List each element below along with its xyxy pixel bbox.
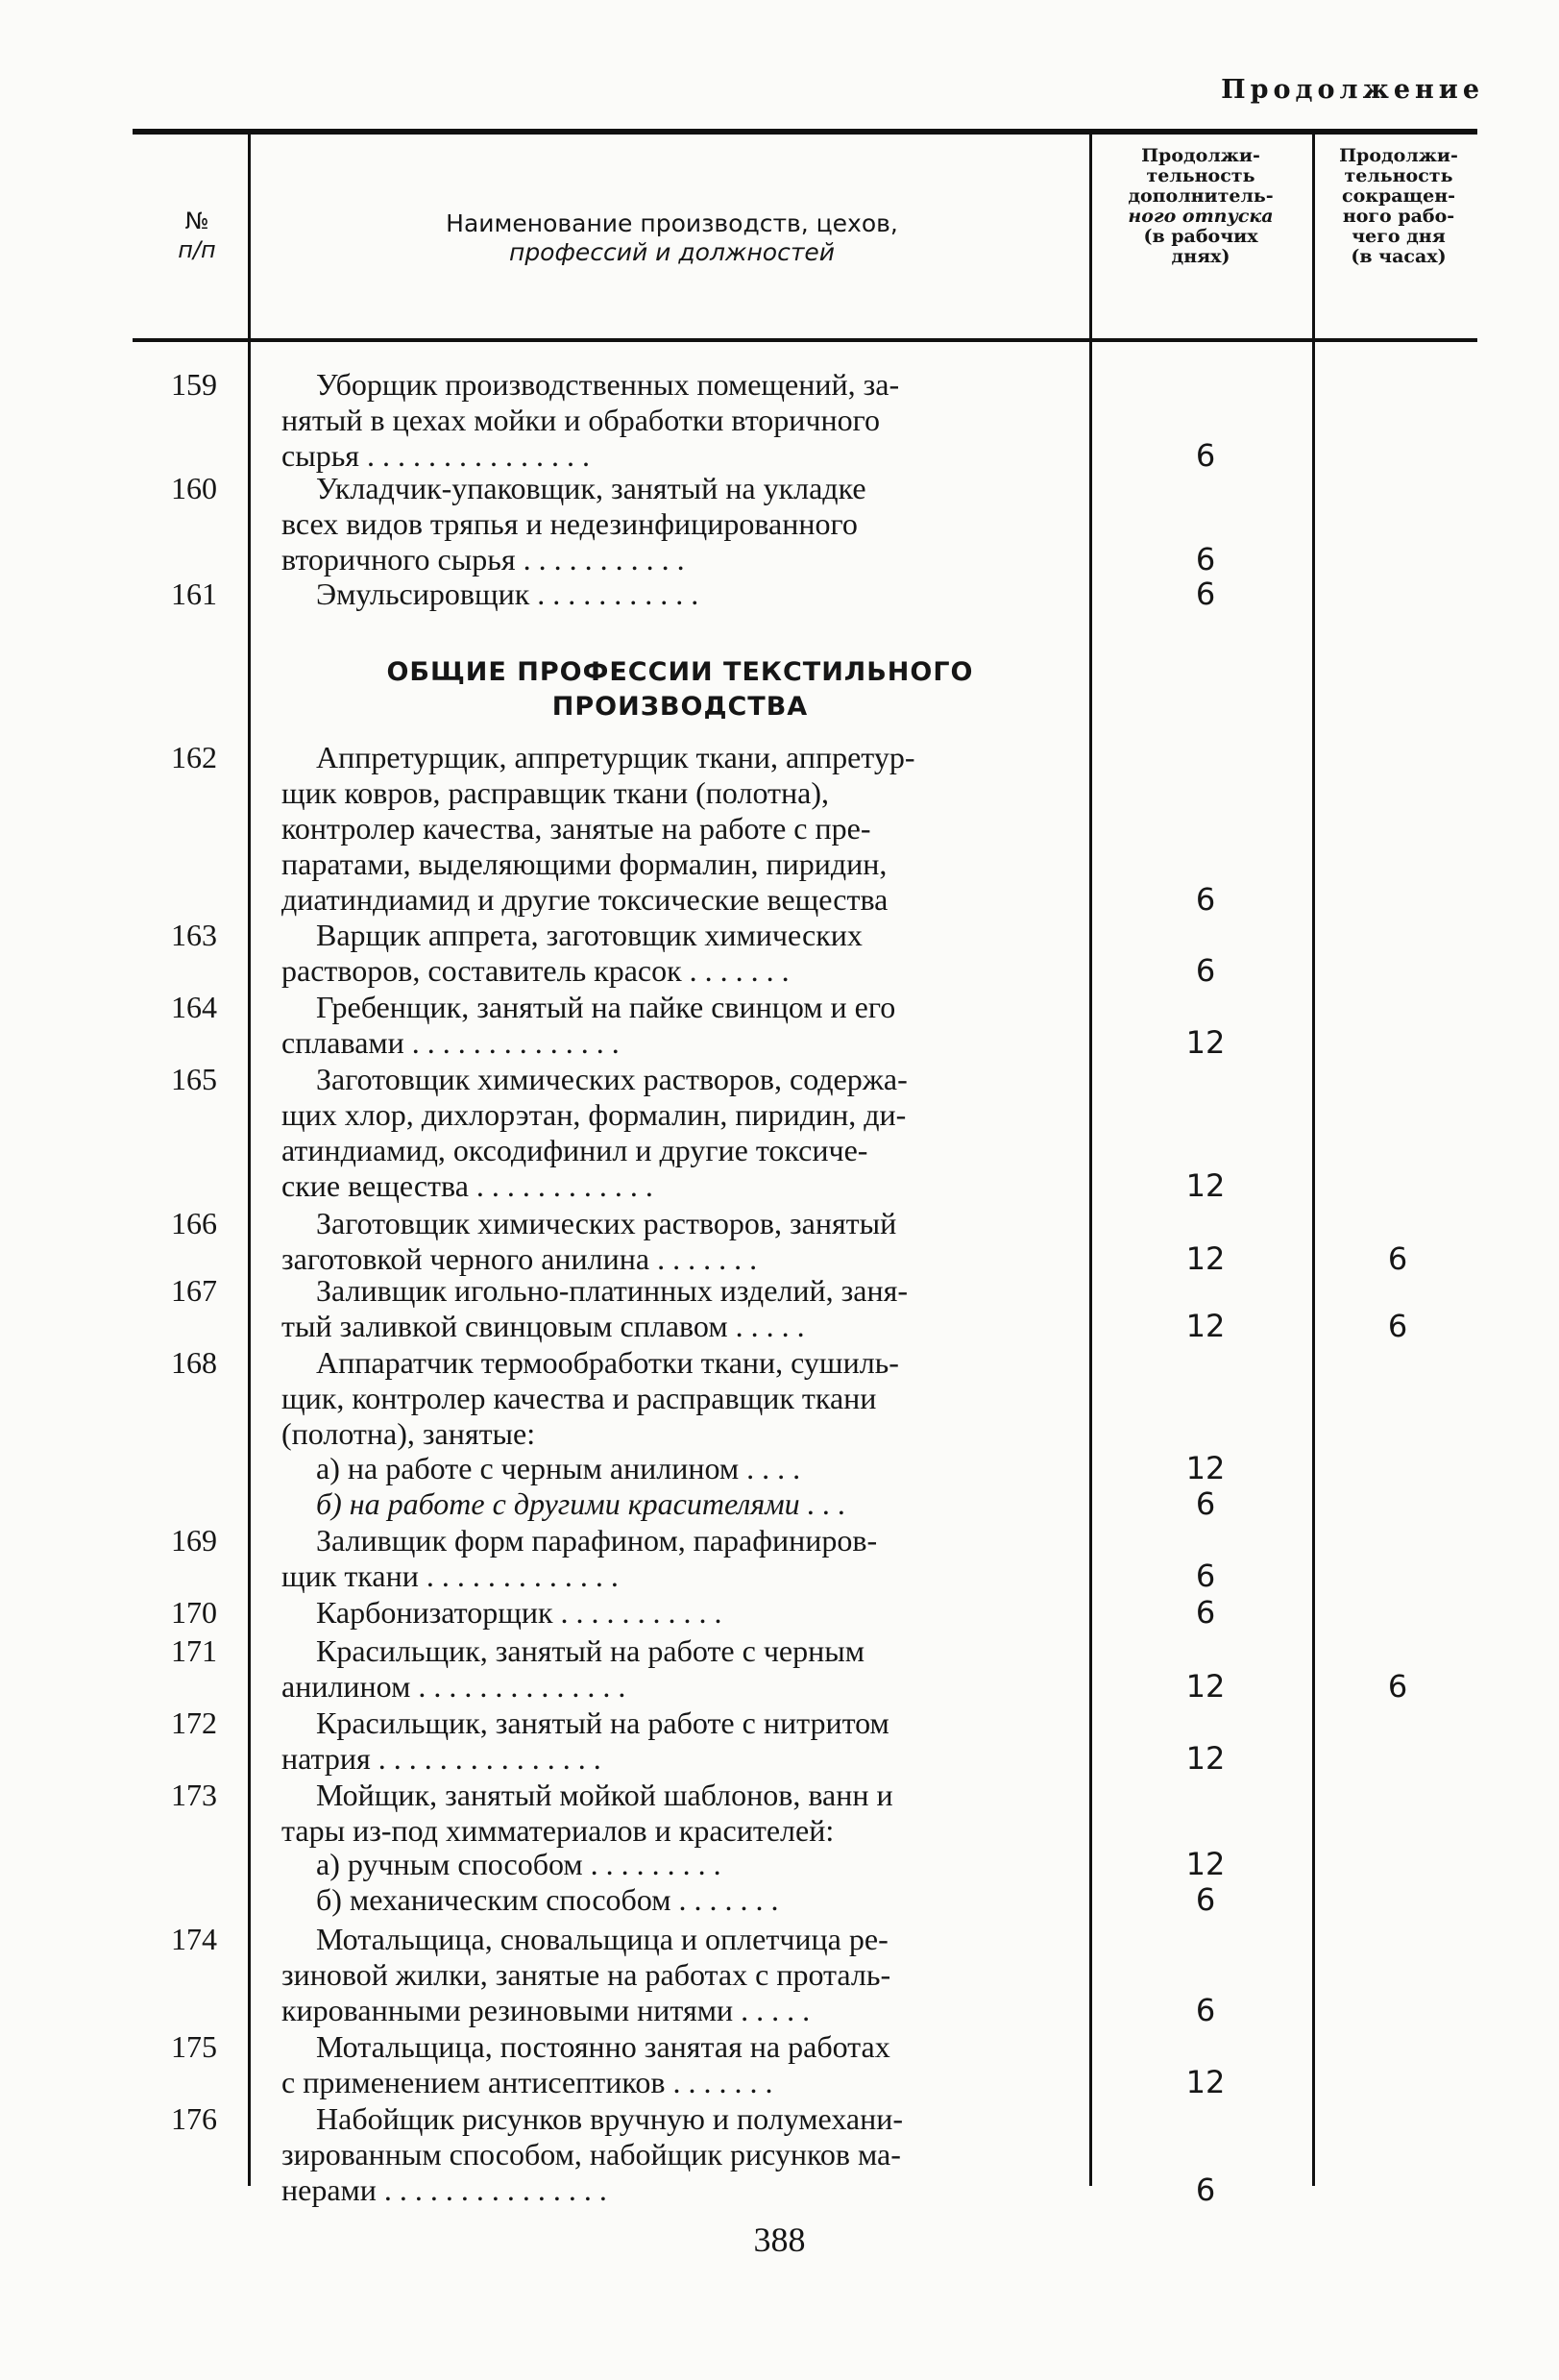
header-shortened-line: (в часах) bbox=[1351, 246, 1447, 267]
row-text-line: ские вещества . . . . . . . . . . . . bbox=[281, 1168, 653, 1203]
row-text-line: Варщик аппрета, заготовщик химических bbox=[316, 918, 863, 952]
row-profession bbox=[281, 1451, 1079, 1486]
row-text-line: а) ручным способом . . . . . . . . . bbox=[316, 1847, 721, 1881]
row-text-line: паратами, выделяющими формалин, пиридин, bbox=[281, 846, 888, 881]
row-text-line: Заливщик форм парафином, парафиниров- bbox=[316, 1523, 878, 1558]
header-vacation-line: (в рабочих bbox=[1143, 226, 1258, 247]
header-shortened-line: ного рабо- bbox=[1342, 206, 1455, 227]
header-vacation-line: тельность bbox=[1146, 165, 1255, 186]
row-number: 161 bbox=[171, 577, 217, 611]
header-name-line: Наименование производств, цехов, bbox=[446, 209, 898, 237]
section-heading-line: ОБЩИЕ ПРОФЕССИИ ТЕКСТИЛЬНОГО bbox=[386, 657, 974, 687]
row-shortened-hours: 6 bbox=[1387, 1240, 1408, 1277]
row-number: 163 bbox=[171, 918, 217, 952]
row-text-line: (полотна), занятые: bbox=[281, 1416, 536, 1451]
row-profession bbox=[281, 1882, 1079, 1918]
row-profession bbox=[281, 1705, 1079, 1777]
row-text-line: растворов, составитель красок . . . . . . . bbox=[281, 953, 790, 988]
row-vacation-days: 12 bbox=[1185, 1450, 1226, 1486]
column-divider-name bbox=[1089, 135, 1092, 2186]
row-vacation-days: 12 bbox=[1185, 1024, 1226, 1061]
row-profession bbox=[281, 918, 1079, 989]
header-name-line: профессий и должностей bbox=[508, 238, 836, 266]
header-name bbox=[252, 209, 1092, 267]
section-heading-line: ПРОИЗВОДСТВА bbox=[551, 692, 809, 722]
row-number: 174 bbox=[171, 1922, 217, 1956]
header-num bbox=[149, 207, 245, 264]
table-header-rule bbox=[133, 338, 1477, 342]
row-number: 165 bbox=[171, 1062, 217, 1096]
row-text-line: зированным способом, набойщик рисунков ма- bbox=[281, 2137, 901, 2171]
row-number: 171 bbox=[171, 1633, 217, 1668]
row-vacation-days: 12 bbox=[1185, 1308, 1226, 1344]
row-number: 166 bbox=[171, 1206, 217, 1240]
row-profession bbox=[281, 1206, 1079, 1277]
row-text-line: щик ткани . . . . . . . . . . . . . bbox=[281, 1558, 619, 1593]
section-heading bbox=[281, 655, 1079, 724]
row-profession bbox=[281, 2101, 1079, 2208]
header-shortened-line: сокращен- bbox=[1342, 185, 1455, 207]
row-number: 176 bbox=[171, 2101, 217, 2136]
row-text-line: Укладчик-упаковщик, занятый на укладке bbox=[316, 471, 866, 505]
header-vacation-line: Продолжи- bbox=[1141, 145, 1260, 166]
row-vacation-days: 6 bbox=[1195, 541, 1216, 577]
table-top-rule bbox=[133, 129, 1477, 135]
row-vacation-days: 6 bbox=[1195, 1992, 1216, 2028]
row-number: 172 bbox=[171, 1705, 217, 1740]
header-shortened-day bbox=[1318, 146, 1479, 267]
row-text-line: тары из-под химматериалов и красителей: bbox=[281, 1813, 835, 1848]
row-text-line: сырья . . . . . . . . . . . . . . . bbox=[281, 438, 591, 473]
row-text-line: Мотальщица, постоянно занятая на работах bbox=[316, 2029, 890, 2064]
row-text-line: Красильщик, занятый на работе с черным bbox=[316, 1633, 865, 1668]
row-text-line: контролер качества, занятые на работе с пре- bbox=[281, 811, 871, 846]
row-text-line: щик, контролер качества и расправщик ткани bbox=[281, 1381, 877, 1415]
row-text-line: а) на работе с черным анилином . . . . bbox=[316, 1451, 801, 1485]
row-profession bbox=[281, 1922, 1079, 2028]
row-text-line: нерами . . . . . . . . . . . . . . . bbox=[281, 2172, 607, 2207]
header-vacation-line: днях) bbox=[1171, 246, 1230, 267]
row-vacation-days: 6 bbox=[1195, 1881, 1216, 1918]
row-text-line: Карбонизаторщик . . . . . . . . . . . bbox=[316, 1595, 722, 1630]
row-vacation-days: 6 bbox=[1195, 1594, 1216, 1631]
row-text-line: б) механическим способом . . . . . . . bbox=[316, 1882, 779, 1917]
row-number: 164 bbox=[171, 990, 217, 1024]
row-text-line: натрия . . . . . . . . . . . . . . . bbox=[281, 1741, 601, 1776]
header-shortened-line: чего дня bbox=[1352, 226, 1446, 247]
row-profession bbox=[281, 1633, 1079, 1705]
row-text-line: Заготовщик химических растворов, занятый bbox=[316, 1206, 897, 1240]
row-profession bbox=[281, 990, 1079, 1061]
row-text-line: щих хлор, дихлорэтан, формалин, пиридин, ди- bbox=[281, 1097, 907, 1132]
row-vacation-days: 12 bbox=[1185, 1846, 1226, 1882]
row-number: 168 bbox=[171, 1345, 217, 1380]
row-vacation-days: 6 bbox=[1195, 437, 1216, 474]
row-shortened-hours: 6 bbox=[1387, 1668, 1408, 1705]
row-text-line: Уборщик производственных помещений, за- bbox=[316, 367, 900, 402]
row-text-line: Набойщик рисунков вручную и полумехани- bbox=[316, 2101, 903, 2136]
row-profession bbox=[281, 367, 1079, 474]
row-text-line: щик ковров, расправщик ткани (полотна), bbox=[281, 775, 829, 810]
row-shortened-hours: 6 bbox=[1387, 1308, 1408, 1344]
row-number: 169 bbox=[171, 1523, 217, 1558]
row-number: 160 bbox=[171, 471, 217, 505]
row-text-line: Аппаратчик термообработки ткани, сушиль- bbox=[316, 1345, 899, 1380]
row-text-line: с применением антисептиков . . . . . . . bbox=[281, 2065, 773, 2099]
row-text-line: заготовкой черного анилина . . . . . . . bbox=[281, 1241, 758, 1276]
row-number: 170 bbox=[171, 1595, 217, 1630]
row-vacation-days: 6 bbox=[1195, 1558, 1216, 1594]
header-num-line: п/п bbox=[178, 236, 216, 263]
row-vacation-days: 6 bbox=[1195, 576, 1216, 612]
row-text-line: Аппретурщик, аппретурщик ткани, аппретур- bbox=[316, 740, 915, 774]
row-profession bbox=[281, 740, 1079, 918]
row-text-line: диатиндиамид и другие токсические вещества bbox=[281, 882, 889, 917]
row-text-line: Гребенщик, занятый на пайке свинцом и его bbox=[316, 990, 896, 1024]
row-profession bbox=[281, 1778, 1079, 1849]
row-vacation-days: 6 bbox=[1195, 2171, 1216, 2208]
row-number: 167 bbox=[171, 1273, 217, 1308]
row-text-line: вторичного сырья . . . . . . . . . . . bbox=[281, 542, 685, 577]
row-text-line: тый заливкой свинцовым сплавом . . . . . bbox=[281, 1309, 805, 1343]
row-profession bbox=[281, 1595, 1079, 1631]
row-vacation-days: 12 bbox=[1185, 1240, 1226, 1277]
row-profession bbox=[281, 1062, 1079, 1204]
row-vacation-days: 12 bbox=[1185, 1167, 1226, 1204]
row-profession bbox=[281, 1523, 1079, 1594]
header-shortened-line: тельность bbox=[1344, 165, 1453, 186]
row-profession bbox=[281, 577, 1079, 612]
row-number: 175 bbox=[171, 2029, 217, 2064]
row-vacation-days: 6 bbox=[1195, 952, 1216, 989]
row-profession bbox=[281, 1847, 1079, 1882]
row-text-line: всех видов тряпья и недезинфицированного bbox=[281, 506, 858, 541]
row-profession bbox=[281, 1273, 1079, 1344]
row-text-line: сплавами . . . . . . . . . . . . . . bbox=[281, 1025, 620, 1060]
row-vacation-days: 6 bbox=[1195, 1485, 1216, 1522]
header-vacation-line: дополнитель- bbox=[1128, 185, 1274, 207]
row-profession bbox=[281, 2029, 1079, 2100]
column-divider-num bbox=[248, 135, 251, 2186]
row-text-line: Мотальщица, сновальщица и оплетчица ре- bbox=[316, 1922, 889, 1956]
row-number: 173 bbox=[171, 1778, 217, 1812]
row-vacation-days: 12 bbox=[1185, 1740, 1226, 1777]
row-text-line: Заливщик игольно-платинных изделий, заня- bbox=[316, 1273, 908, 1308]
row-profession bbox=[281, 1345, 1079, 1452]
row-vacation-days: 6 bbox=[1195, 881, 1216, 918]
header-shortened-line: Продолжи- bbox=[1339, 145, 1458, 166]
row-text-line: кированными резиновыми нитями . . . . . bbox=[281, 1993, 811, 2027]
row-vacation-days: 12 bbox=[1185, 2064, 1226, 2100]
row-vacation-days: 12 bbox=[1185, 1668, 1226, 1705]
row-text-line: б) на работе с другими красителями . . . bbox=[316, 1486, 846, 1521]
row-text-line: зиновой жилки, занятые на работах с проталь- bbox=[281, 1957, 891, 1992]
row-text-line: Эмульсировщик . . . . . . . . . . . bbox=[316, 577, 699, 611]
row-text-line: Заготовщик химических растворов, содержа- bbox=[316, 1062, 908, 1096]
row-text-line: нятый в цехах мойки и обработки вторичного bbox=[281, 403, 880, 437]
row-profession bbox=[281, 1486, 1079, 1522]
header-vacation bbox=[1090, 146, 1311, 267]
column-divider-vacation bbox=[1312, 135, 1315, 2186]
header-num-line: № bbox=[184, 208, 209, 234]
row-text-line: Красильщик, занятый на работе с нитритом bbox=[316, 1705, 889, 1740]
row-text-line: Мойщик, занятый мойкой шаблонов, ванн и bbox=[316, 1778, 893, 1812]
row-number: 159 bbox=[171, 367, 217, 402]
page-number: 388 bbox=[753, 2221, 806, 2259]
row-profession bbox=[281, 471, 1079, 577]
row-number: 162 bbox=[171, 740, 217, 774]
row-text-line: анилином . . . . . . . . . . . . . . bbox=[281, 1669, 626, 1704]
continuation-label: Продолжение bbox=[1221, 75, 1484, 105]
row-text-line: атиндиамид, оксодифинил и другие токсиче- bbox=[281, 1133, 868, 1167]
header-vacation-line: ного отпуска bbox=[1128, 206, 1274, 227]
